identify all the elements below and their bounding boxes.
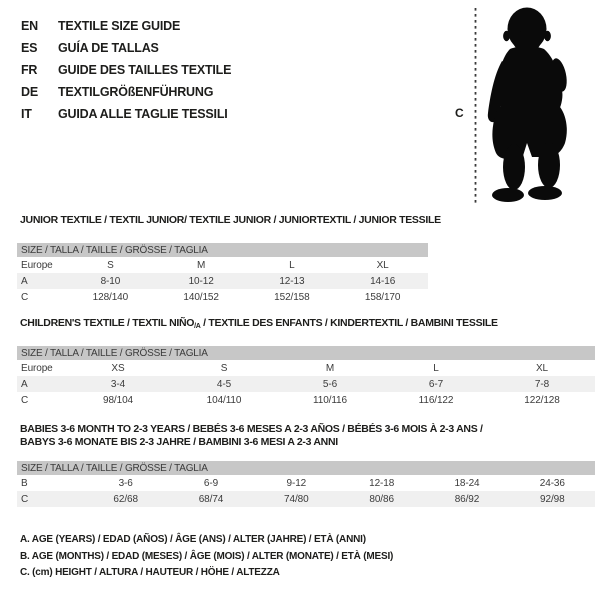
- table-cell: 110/116: [313, 394, 347, 406]
- table-title-line: [20, 317, 600, 333]
- table-cell: 24-36: [539, 477, 565, 489]
- table-cell: 86/92: [454, 493, 480, 505]
- table-cell: XL: [535, 362, 549, 374]
- table-cell: 140/152: [183, 291, 219, 303]
- table-title-text: / TEXTILE DES ENFANTS / KINDERTEXTIL / BAMBINI TESSILE: [200, 317, 498, 329]
- table-cell: 12-18: [369, 477, 395, 489]
- language-code: EN: [21, 19, 38, 33]
- table-cell: 10-12: [188, 275, 214, 287]
- table-title-text: BABIES 3-6 MONTH TO 2-3 YEARS / BEBÉS 3-6 MESES A 2-3 AÑOS / BÉBÉS 3-6 MOIS À 2-3 ANS /: [20, 423, 483, 435]
- table-cell: 7-8: [534, 378, 550, 390]
- size-notes: [20, 532, 393, 582]
- table-cell: 122/128: [524, 394, 560, 406]
- table-cell: 74/80: [284, 493, 309, 505]
- table-cell: 3-4: [110, 378, 126, 390]
- table-section: [0, 214, 600, 305]
- table-cell: 6-7: [428, 378, 444, 390]
- table-cell: 9-12: [286, 477, 307, 489]
- note-line: A. AGE (YEARS) / EDAD (AÑOS) / ÂGE (ANS) / ALTER (JAHRE) / ETÀ (ANNI): [20, 534, 366, 545]
- table-cell: 12-13: [279, 275, 305, 287]
- size-table: [17, 346, 595, 408]
- language-title: GUIDA ALLE TAGLIE TESSILI: [58, 107, 228, 121]
- table-cell: L: [289, 259, 295, 271]
- row-label: A: [21, 275, 28, 287]
- row-label: C: [21, 291, 29, 303]
- table-cell: 8-10: [100, 275, 121, 287]
- table-title-text: BABYS 3-6 MONATE BIS 2-3 JAHRE / BAMBINI 3-6 MESI A 2-3 ANNI: [20, 436, 338, 448]
- table-title-text: CHILDREN'S TEXTILE / TEXTIL NIÑO: [20, 317, 195, 329]
- table-cell: M: [325, 362, 335, 374]
- table-cell: M: [197, 259, 206, 271]
- table-cell: 158/170: [364, 291, 401, 303]
- table-cell: 3-6: [118, 477, 133, 489]
- table-cell: 98/104: [103, 394, 133, 406]
- language-header: [21, 15, 231, 125]
- table-row: [17, 475, 595, 491]
- table-cell: S: [220, 362, 228, 374]
- language-title: GUIDE DES TAILLES TEXTILE: [58, 63, 232, 77]
- table-cell: 152/158: [274, 291, 310, 303]
- height-measure-label: C: [455, 106, 464, 120]
- table-cell: 128/140: [92, 291, 129, 303]
- table-cell: L: [433, 362, 439, 374]
- table-row: [17, 289, 428, 305]
- size-table: [17, 243, 428, 305]
- language-code: ES: [21, 41, 38, 55]
- table-cell: 116/122: [418, 394, 454, 406]
- row-label: Europe: [21, 259, 53, 271]
- size-table: [17, 461, 595, 507]
- table-cell: 18-24: [454, 477, 480, 489]
- language-code: IT: [21, 107, 32, 121]
- table-title-line: [20, 436, 600, 449]
- table-cell: 4-5: [216, 378, 232, 390]
- table-cell: 5-6: [322, 378, 338, 390]
- language-title: TEXTILE SIZE GUIDE: [58, 19, 181, 33]
- table-title-text: JUNIOR TEXTILE / TEXTIL JUNIOR/ TEXTILE JUNIOR / JUNIORTEXTIL / JUNIOR TESSILE: [20, 214, 441, 226]
- table-cell: 68/74: [198, 493, 224, 505]
- table-cell: 62/68: [113, 493, 138, 505]
- table-row: [17, 273, 428, 289]
- table-cell: 14-16: [370, 275, 396, 287]
- table-row: [17, 257, 428, 273]
- row-label: A: [21, 378, 28, 390]
- table-row: [17, 392, 595, 408]
- note-line: C. (cm) HEIGHT / ALTURA / HAUTEUR / HÖHE / ALTEZZA: [20, 567, 280, 578]
- language-code: DE: [21, 85, 38, 99]
- language-row: [21, 81, 231, 103]
- table-section: [0, 317, 600, 408]
- size-header-bar: SIZE / TALLA / TAILLE / GRÖSSE / TAGLIA: [17, 346, 595, 360]
- table-cell: 104/110: [206, 394, 242, 406]
- language-title: TEXTILGRÖßENFÜHRUNG: [58, 85, 214, 99]
- table-title-text: /A: [194, 323, 201, 330]
- language-title: GUÍA DE TALLAS: [58, 41, 159, 55]
- table-section: [0, 423, 600, 507]
- table-cell: XL: [376, 259, 389, 271]
- table-title-line: [20, 423, 600, 436]
- row-label: Europe: [21, 362, 53, 374]
- language-row: [21, 103, 231, 125]
- size-header-bar: SIZE / TALLA / TAILLE / GRÖSSE / TAGLIA: [17, 243, 428, 257]
- table-cell: 6-9: [203, 477, 219, 489]
- table-row: [17, 376, 595, 392]
- row-label: B: [21, 477, 28, 489]
- row-label: C: [21, 394, 29, 406]
- language-code: FR: [21, 63, 38, 77]
- table-cell: 92/98: [540, 493, 565, 505]
- language-row: [21, 37, 231, 59]
- table-row: [17, 491, 595, 507]
- baby-silhouette-shape: [488, 8, 570, 203]
- language-row: [21, 15, 231, 37]
- table-cell: 80/86: [369, 493, 394, 505]
- size-header-bar: SIZE / TALLA / TAILLE / GRÖSSE / TAGLIA: [17, 461, 595, 475]
- table-title: [20, 423, 600, 449]
- row-label: C: [21, 493, 29, 505]
- table-title: [20, 214, 600, 227]
- table-cell: XS: [111, 362, 125, 374]
- table-title: [20, 317, 600, 333]
- table-title-line: [20, 214, 600, 227]
- language-row: [21, 59, 231, 81]
- baby-silhouette-icon: [470, 5, 596, 209]
- table-cell: S: [107, 259, 114, 271]
- table-row: [17, 360, 595, 376]
- note-line: B. AGE (MONTHS) / EDAD (MESES) / ÂGE (MOIS) / ALTER (MONATE) / ETÀ (MESI): [20, 550, 394, 562]
